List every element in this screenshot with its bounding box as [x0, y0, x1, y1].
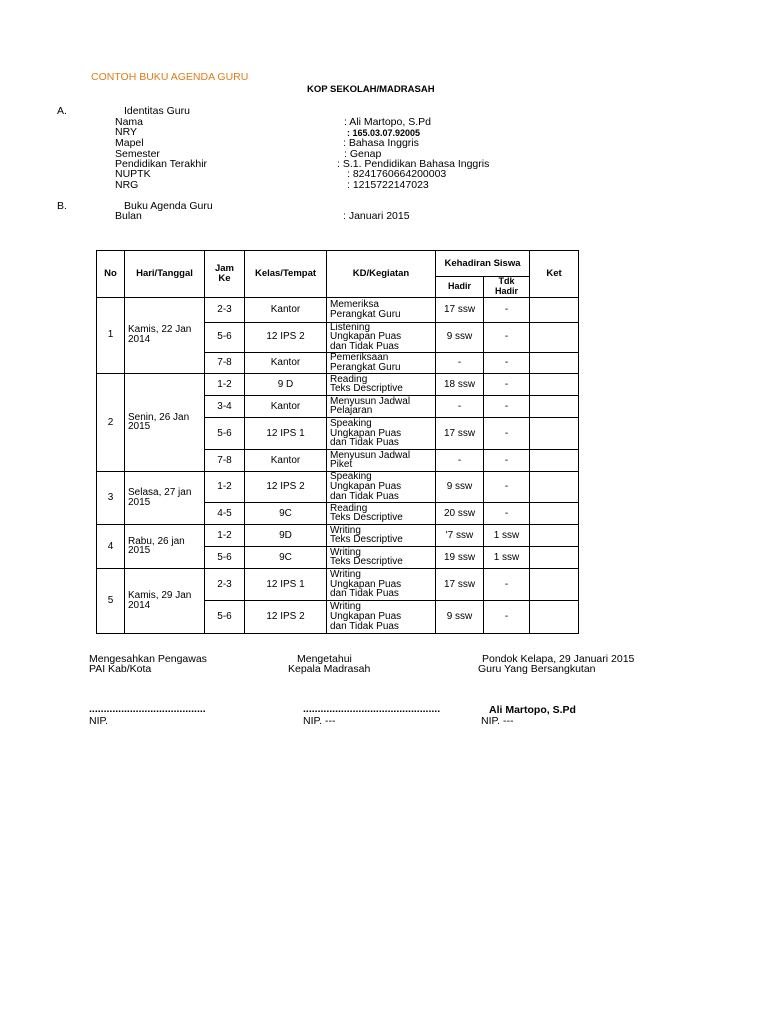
cell-ket	[530, 471, 579, 502]
cell-kd: Writing Teks Descriptive	[327, 546, 436, 568]
field-value-bulan: : Januari 2015	[343, 210, 410, 222]
cell-kd: Speaking Ungkapan Puas dan Tidak Puas	[327, 471, 436, 502]
cell-ket	[530, 600, 579, 633]
cell-kelas: Kantor	[245, 449, 327, 471]
row-number: 3	[97, 471, 125, 524]
kop-title: KOP SEKOLAH/MADRASAH	[307, 84, 435, 95]
cell-ket	[530, 449, 579, 471]
cell-jam: 3-4	[205, 395, 245, 417]
cell-tdk-hadir: -	[484, 502, 530, 524]
cell-hadir: 9 ssw	[436, 471, 484, 502]
document-label: CONTOH BUKU AGENDA GURU	[91, 71, 249, 83]
header-jam-ke: Jam Ke	[205, 251, 245, 298]
cell-jam: 5-6	[205, 600, 245, 633]
cell-kelas: 9C	[245, 502, 327, 524]
cell-hadir: -	[436, 395, 484, 417]
cell-jam: 7-8	[205, 449, 245, 471]
header-kd-kegiatan: KD/Kegiatan	[327, 251, 436, 298]
cell-tdk-hadir: -	[484, 471, 530, 502]
cell-kd: Listening Ungkapan Puas dan Tidak Puas	[327, 322, 436, 352]
cell-kelas: 12 IPS 2	[245, 471, 327, 502]
row-number: 2	[97, 373, 125, 471]
field-label-mapel: Mapel	[115, 137, 144, 149]
sign-middle-line2: Kepala Madrasah	[288, 663, 371, 675]
section-b-letter: B.	[57, 200, 67, 212]
sign-left-nip: NIP.	[89, 715, 109, 727]
cell-jam: 2-3	[205, 568, 245, 600]
cell-tdk-hadir: -	[484, 373, 530, 395]
row-number: 1	[97, 297, 125, 373]
field-label-nama: Nama	[115, 116, 144, 128]
cell-jam: 1-2	[205, 471, 245, 502]
sign-left-dots: ........................................	[89, 703, 206, 715]
sign-left-line1: Mengesahkan Pengawas	[89, 653, 207, 665]
header-tdk-hadir: Tdk Hadir	[484, 277, 530, 298]
field-value-pendidikan: : S.1. Pendidikan Bahasa Inggris	[337, 158, 490, 170]
field-label-nry: NRY	[115, 126, 137, 138]
field-label-nrg: NRG	[115, 179, 139, 191]
cell-tdk-hadir: -	[484, 417, 530, 449]
cell-hadir: 17 ssw	[436, 417, 484, 449]
cell-kd: Writing Ungkapan Puas dan Tidak Puas	[327, 568, 436, 600]
sign-right-name: Ali Martopo, S.Pd	[489, 704, 576, 716]
cell-ket	[530, 502, 579, 524]
field-label-pendidikan: Pendidikan Terakhir	[115, 158, 208, 170]
cell-kd: Memeriksa Perangkat Guru	[327, 297, 436, 322]
cell-kelas: 12 IPS 2	[245, 600, 327, 633]
cell-tdk-hadir: -	[484, 297, 530, 322]
header-hari-tanggal: Hari/Tanggal	[125, 251, 205, 298]
cell-jam: 5-6	[205, 546, 245, 568]
cell-kelas: Kantor	[245, 297, 327, 322]
cell-tdk-hadir: -	[484, 600, 530, 633]
cell-hadir: 20 ssw	[436, 502, 484, 524]
table-row	[97, 471, 579, 502]
cell-tdk-hadir: -	[484, 352, 530, 373]
cell-ket	[530, 297, 579, 322]
sign-middle-line1: Mengetahui	[297, 653, 352, 665]
row-day: Kamis, 22 Jan 2014	[125, 297, 205, 373]
field-value-nama: : Ali Martopo, S.Pd	[344, 116, 431, 128]
header-kelas-tempat: Kelas/Tempat	[245, 251, 327, 298]
cell-kd: Pemeriksaan Perangkat Guru	[327, 352, 436, 373]
cell-tdk-hadir: -	[484, 568, 530, 600]
row-number: 5	[97, 568, 125, 633]
header-ket: Ket	[530, 251, 579, 298]
cell-tdk-hadir: -	[484, 322, 530, 352]
cell-tdk-hadir: 1 ssw	[484, 524, 530, 546]
cell-ket	[530, 352, 579, 373]
cell-kelas: 9 D	[245, 373, 327, 395]
cell-hadir: 9 ssw	[436, 600, 484, 633]
section-a-title: Identitas Guru	[124, 105, 190, 117]
header-kehadiran-siswa: Kehadiran Siswa	[436, 251, 530, 277]
sign-right-line1: Pondok Kelapa, 29 Januari 2015	[482, 653, 635, 665]
cell-ket	[530, 417, 579, 449]
field-value-nry: : 165.03.07.92005	[347, 128, 421, 138]
cell-hadir: -	[436, 449, 484, 471]
field-value-nuptk: : 8241760664200003	[347, 168, 447, 180]
cell-ket	[530, 546, 579, 568]
table-row	[97, 297, 579, 322]
table-row	[97, 568, 579, 600]
agenda-table	[96, 250, 579, 634]
row-number: 4	[97, 524, 125, 568]
cell-tdk-hadir: -	[484, 395, 530, 417]
cell-kelas: 12 IPS 2	[245, 322, 327, 352]
cell-ket	[530, 322, 579, 352]
cell-ket	[530, 373, 579, 395]
sign-left-line2: PAI Kab/Kota	[89, 663, 152, 675]
cell-jam: 5-6	[205, 322, 245, 352]
cell-jam: 4-5	[205, 502, 245, 524]
row-day: Senin, 26 Jan 2015	[125, 373, 205, 471]
field-label-nuptk: NUPTK	[115, 168, 151, 180]
cell-hadir: '7 ssw	[436, 524, 484, 546]
sign-middle-nip: NIP. ---	[303, 715, 336, 727]
cell-jam: 2-3	[205, 297, 245, 322]
cell-kelas: Kantor	[245, 395, 327, 417]
cell-hadir: 17 ssw	[436, 568, 484, 600]
cell-jam: 1-2	[205, 373, 245, 395]
header-hadir: Hadir	[436, 277, 484, 298]
cell-kd: Menyusun Jadwal Piket	[327, 449, 436, 471]
row-day: Selasa, 27 jan 2015	[125, 471, 205, 524]
cell-hadir: 9 ssw	[436, 322, 484, 352]
cell-kelas: Kantor	[245, 352, 327, 373]
section-b-title: Buku Agenda Guru	[124, 200, 213, 212]
cell-ket	[530, 568, 579, 600]
cell-hadir: 17 ssw	[436, 297, 484, 322]
cell-kd: Menyusun Jadwal Pelajaran	[327, 395, 436, 417]
sign-middle-dots: ...............................................	[303, 703, 441, 715]
sign-right-line2: Guru Yang Bersangkutan	[478, 663, 596, 675]
field-value-nrg: : 1215722147023	[347, 179, 429, 191]
section-a-letter: A.	[57, 105, 67, 117]
cell-kd: Reading Teks Descriptive	[327, 373, 436, 395]
cell-kelas: 12 IPS 1	[245, 417, 327, 449]
cell-kd: Writing Teks Descriptive	[327, 524, 436, 546]
cell-ket	[530, 524, 579, 546]
cell-jam: 1-2	[205, 524, 245, 546]
field-label-semester: Semester	[115, 148, 160, 160]
field-label-bulan: Bulan	[115, 210, 142, 222]
cell-tdk-hadir: 1 ssw	[484, 546, 530, 568]
cell-ket	[530, 395, 579, 417]
cell-hadir: 18 ssw	[436, 373, 484, 395]
cell-jam: 5-6	[205, 417, 245, 449]
table-row	[97, 524, 579, 546]
cell-jam: 7-8	[205, 352, 245, 373]
row-day: Rabu, 26 jan 2015	[125, 524, 205, 568]
cell-hadir: -	[436, 352, 484, 373]
cell-kelas: 9C	[245, 546, 327, 568]
cell-kd: Speaking Ungkapan Puas dan Tidak Puas	[327, 417, 436, 449]
cell-tdk-hadir: -	[484, 449, 530, 471]
cell-kelas: 9D	[245, 524, 327, 546]
row-day: Kamis, 29 Jan 2014	[125, 568, 205, 633]
table-row	[97, 373, 579, 395]
cell-kelas: 12 IPS 1	[245, 568, 327, 600]
sign-right-nip: NIP. ---	[481, 715, 514, 727]
cell-kd: Writing Ungkapan Puas dan Tidak Puas	[327, 600, 436, 633]
cell-hadir: 19 ssw	[436, 546, 484, 568]
field-value-semester: : Genap	[344, 148, 382, 160]
header-no: No	[97, 251, 125, 298]
field-value-mapel: : Bahasa Inggris	[343, 137, 419, 149]
cell-kd: Reading Teks Descriptive	[327, 502, 436, 524]
